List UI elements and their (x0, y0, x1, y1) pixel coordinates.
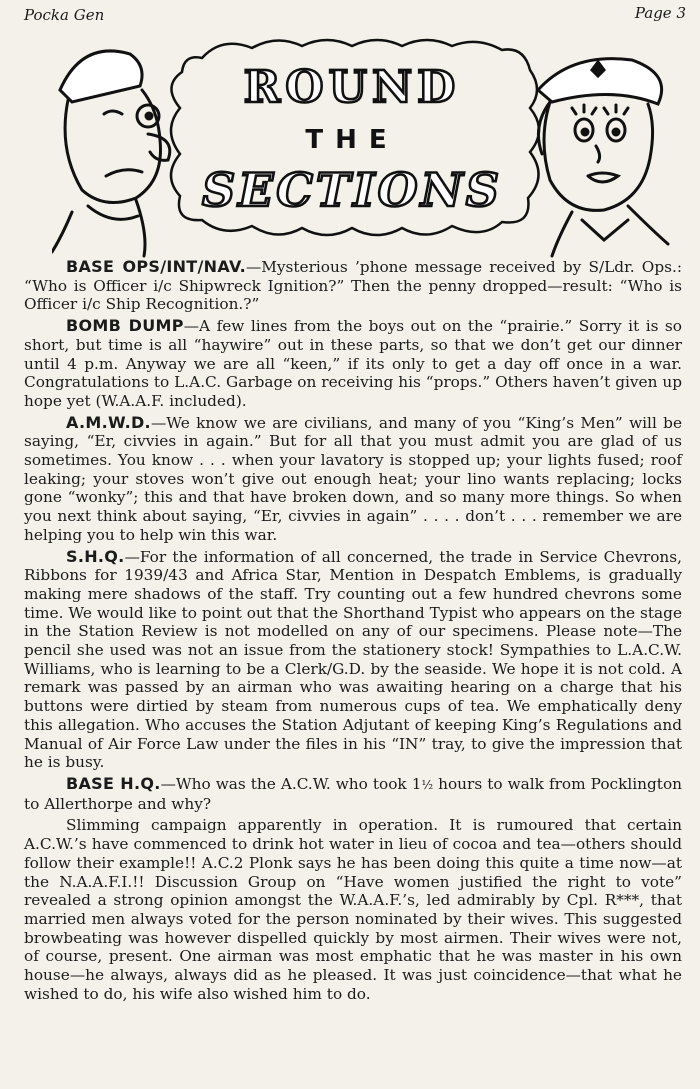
section-text: —Mysterious ’phone message received by S/Ldr. Ops.: “Who is Officer i/c Shipwreck Ignition?” Then the penny dropped—result: “Who is Officer i/c Ship Recognition.?” (24, 258, 682, 314)
section-bomb-dump (24, 317, 682, 411)
section-base-hq (24, 775, 682, 813)
section-text: —A few lines from the boys out on the “prairie.” Sorry it is so short, but time is all “haywire” out in these parts, so that we don’t get our dinner until 4 p.m. Anyway we are all “keen,” if its only to get a day off once in a war. Congratulations to L.A.C. Garbage on receiving his “props.” Others haven’t given up hope yet (W.A.A.F. included). (24, 317, 682, 410)
waaf-caricature (538, 59, 668, 256)
section-text: —For the information of all concerned, the trade in Service Chevrons, Ribbons for 1939/43 and Africa Star, Mention in Despatch Emblems, is gradually making mere shadows of the staff. Try counting out a few hundred chevrons some time. We would like to point out that the Shorthand Typist who appears on the stage in the Station Review is not modelled on any of our specimens. Please note—The pencil she used was not an issue from the stationery stock! Sympathies to L.A.C.W. Williams, who is learning to be a Clerk/G.D. by the seaside. We hope it is not cold. A remark was passed by an airman who was awaiting hearing on a charge that his buttons were dirtied by steam from numerous cups of tea. We emphatically deny this allegation. Who accuses the Station Adjutant of keeping King’s Regulations and Manual of Air Force Law under the files in his “IN” tray, to give the impression that he is busy. (24, 547, 682, 772)
section-heading: A.M.W.D. (66, 412, 151, 432)
article-body (24, 258, 682, 1006)
banner-illustration (52, 30, 674, 260)
section-heading: BOMB DUMP (66, 316, 184, 336)
section-shq (24, 548, 682, 772)
banner-title-sections: SECTIONS (202, 163, 502, 217)
section-heading: BASE H.Q. (66, 773, 161, 793)
fraction: ½ (421, 777, 434, 792)
section-text: hours to walk from Pocklington to Allerthorpe and why? (24, 774, 683, 813)
publication-title: Pocka Gen (24, 6, 105, 24)
banner-title-the: THE (305, 125, 399, 155)
section-heading: BASE OPS/INT/NAV. (66, 257, 246, 276)
banner-title-round: ROUND (243, 62, 461, 113)
section-text: —We know we are civilians, and many of you “King’s Men” will be saying, “Er, civvies in again.” But for all that you must admit you are glad of us sometimes. You know . . . when your lavatory is stopped up; your lights fused; roof leaking; your stoves won’t give out enough heat; your lino wants replacing; locks gone “wonky”; this and that have broken down, and so many more things. So when you next think about saying, “Er, civvies in again” . . . . don’t . . . remember we are helping you to help win this war. (24, 413, 682, 544)
section-text: —Who was the A.C.W. who took 1 (160, 774, 422, 793)
airman-caricature (52, 51, 170, 256)
section-amwd (24, 414, 682, 545)
page-number: Page 3 (634, 4, 686, 22)
section-heading: S.H.Q. (66, 546, 125, 566)
section-base-hq-continuation: Slimming campaign apparently in operation. It is rumoured that certain A.C.W.’s have commenced to drink hot water in lieu of cocoa and tea—others should follow their example!! A.C.2 Plonk says he has been doing this quite a time now—at the N.A.A.F.I.!! Discussion Group on “Have women justified the right to vote” revealed a strong opinion amongst the W.A.A.F.’s, led admirably by Cpl. R***, that married men always voted for the person nominated by their wives. This suggested browbeating was however dispelled quickly by most airmen. Their wives were not, of course, present. One airman was most emphatic that he was master in his own house—he always, always did as he pleased. It was just coincidence—that what he wished to do, his wife also wished him to do. (24, 816, 682, 1003)
section-base-ops (24, 258, 682, 314)
